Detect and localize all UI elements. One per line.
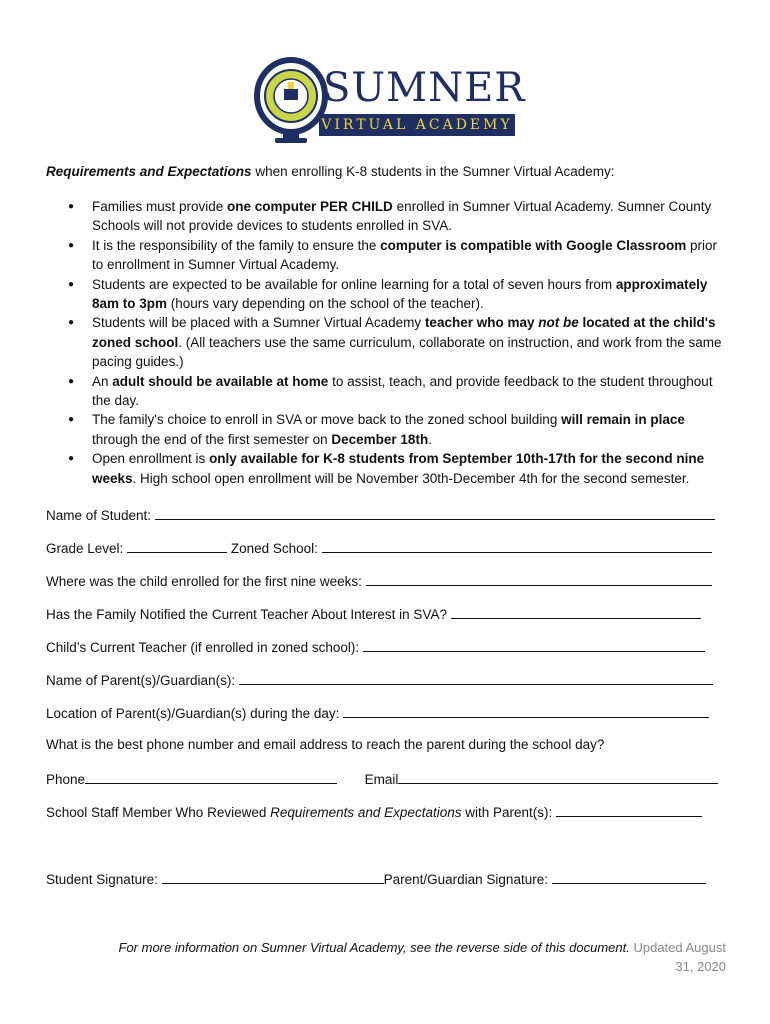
- intro-rest: when enrolling K-8 students in the Sumner Virtual Academy:: [251, 164, 615, 179]
- requirement-text: An: [92, 373, 113, 389]
- phone-blank[interactable]: [85, 769, 337, 784]
- footer-info: For more information on Sumner Virtual Academy, see the reverse side of this document.: [118, 940, 630, 955]
- requirement-text: Students are expected to be available for online learning for a total of seven hours from: [92, 276, 616, 292]
- requirement-text: Families must provide: [92, 199, 228, 214]
- student-signature-blank[interactable]: [162, 869, 384, 884]
- notified-teacher-field: [46, 604, 701, 624]
- staff-reviewer-prefix: School Staff Member Who Reviewed: [46, 805, 271, 820]
- grade-zoned-field: [46, 538, 712, 558]
- requirement-text: computer is compatible with Google Classroom: [380, 237, 687, 253]
- requirement-text: December 18th: [331, 431, 429, 447]
- zoned-school-label: Zoned School:: [230, 541, 318, 556]
- staff-reviewer-blank[interactable]: [556, 802, 702, 817]
- student-name-label: Name of Student:: [46, 508, 152, 523]
- requirement-text: Students will be placed with a Sumner Virtual Academy: [92, 315, 425, 331]
- requirement-item: [46, 236, 728, 275]
- staff-reviewer-italic: Requirements and Expectations: [270, 805, 462, 820]
- footer-updated-line2: 31, 2020: [675, 959, 726, 974]
- phone-email-field: [46, 769, 718, 789]
- parent-name-label: Name of Parent(s)/Guardian(s):: [46, 673, 236, 688]
- intro-heading: Requirements and Expectations: [46, 164, 252, 179]
- zoned-school-blank[interactable]: [322, 538, 712, 553]
- parent-name-field: [46, 670, 713, 690]
- requirement-text: (hours vary depending on the school of the teacher).: [167, 296, 484, 312]
- staff-reviewer-suffix: with Parent(s):: [461, 805, 553, 820]
- email-blank[interactable]: [398, 769, 718, 784]
- requirement-text: to assist, teach, and provide feedback to the student throughout the day.: [92, 373, 713, 409]
- student-name-blank[interactable]: [155, 505, 715, 520]
- intro-line: [46, 163, 615, 181]
- parent-location-blank[interactable]: [343, 703, 709, 718]
- requirement-item: [46, 313, 728, 371]
- requirement-text: one computer PER CHILD: [227, 199, 393, 214]
- requirement-item: [46, 372, 728, 411]
- requirement-item: [46, 197, 728, 236]
- requirement-text: not be: [538, 315, 579, 331]
- footer-note: [46, 938, 726, 976]
- requirement-text: enrolled in Sumner Virtual Academy. Sumner County Schools will not provide devices to students enrolled in SVA.: [92, 199, 712, 234]
- requirement-text: teacher who may: [424, 315, 539, 331]
- student-name-field: [46, 505, 715, 525]
- requirement-text: Open enrollment is: [92, 451, 210, 467]
- requirement-item: [46, 275, 728, 314]
- grade-level-blank[interactable]: [127, 538, 227, 553]
- student-signature-label: Student Signature:: [46, 872, 158, 887]
- requirement-text: . High school open enrollment will be November 30th-December 4th for the second semester.: [132, 470, 690, 486]
- requirement-text: prior to enrollment in Sumner Virtual Academy.: [92, 237, 717, 273]
- notified-teacher-label: Has the Family Notified the Current Teacher About Interest in SVA?: [46, 607, 447, 622]
- sumner-virtual-academy-logo: [253, 56, 526, 148]
- signature-field: [46, 869, 706, 889]
- current-teacher-field: [46, 637, 705, 657]
- requirement-text: only available for K-8 students from September 10th-17th for the second nine weeks: [92, 451, 705, 486]
- requirement-item: [46, 449, 728, 488]
- current-teacher-blank[interactable]: [363, 637, 705, 652]
- requirement-text: . (All teachers use the same curriculum, collaborate on instruction, and work from the same pacing guides.): [92, 334, 722, 370]
- requirement-text: through the end of the first semester on: [92, 431, 332, 447]
- phone-label: Phone: [46, 772, 86, 787]
- contact-question: What is the best phone number and email address to reach the parent during the school day?: [46, 737, 605, 752]
- email-label: Email: [364, 772, 399, 787]
- logo-wordmark: SUMNER: [323, 65, 526, 111]
- globe-seal-icon: [253, 56, 329, 146]
- requirements-list: [46, 197, 728, 488]
- requirement-text: .: [428, 431, 432, 447]
- parent-location-label: Location of Parent(s)/Guardian(s) during the day:: [46, 706, 340, 721]
- first-nine-weeks-blank[interactable]: [366, 571, 712, 586]
- requirement-text: approximately 8am to 3pm: [92, 276, 708, 312]
- grade-level-label: Grade Level:: [46, 541, 124, 556]
- parent-name-blank[interactable]: [239, 670, 713, 685]
- parent-location-field: [46, 703, 709, 723]
- first-nine-weeks-field: [46, 571, 712, 591]
- requirement-item: [46, 410, 728, 449]
- logo-tagline-band: VIRTUAL ACADEMY: [319, 114, 515, 136]
- first-nine-weeks-label: Where was the child enrolled for the first nine weeks:: [46, 574, 362, 589]
- parent-signature-label: Parent/Guardian Signature:: [383, 872, 548, 887]
- requirement-text: will remain in place: [561, 412, 685, 428]
- requirement-text: It is the responsibility of the family to ensure the: [92, 237, 381, 253]
- notified-teacher-blank[interactable]: [451, 604, 701, 619]
- staff-reviewer-field: [46, 802, 702, 822]
- current-teacher-label: Child’s Current Teacher (if enrolled in zoned school):: [46, 640, 360, 655]
- requirement-text: adult should be available at home: [112, 373, 329, 389]
- parent-signature-blank[interactable]: [552, 869, 706, 884]
- footer-updated-line1: Updated August: [633, 940, 726, 955]
- requirement-text: The family's choice to enroll in SVA or move back to the zoned school building: [92, 412, 562, 428]
- requirement-text: located at the child's zoned school: [92, 315, 716, 350]
